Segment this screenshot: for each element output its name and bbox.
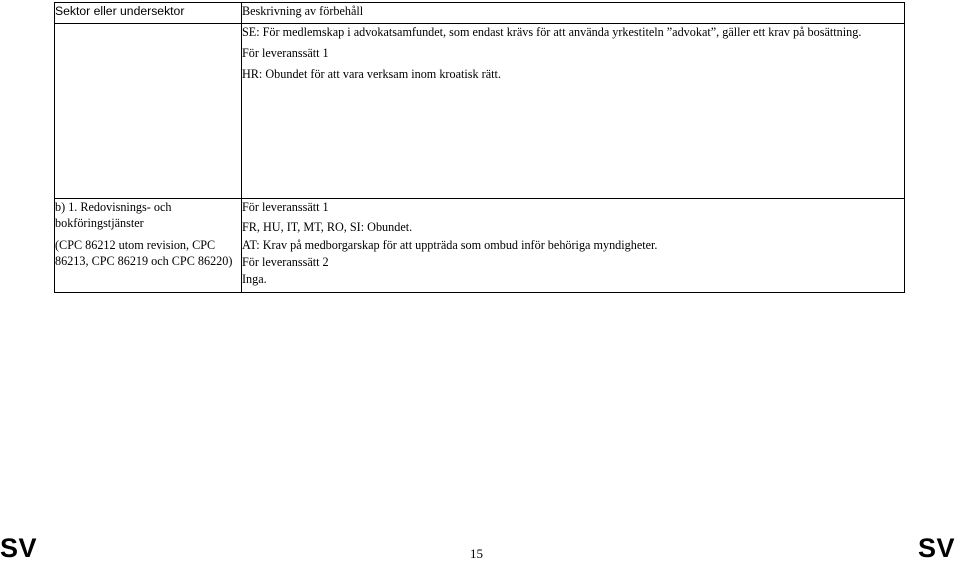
header-sector: Sektor eller undersektor: [55, 3, 242, 24]
table-row: [55, 199, 905, 293]
description-line: För leveranssätt 1: [242, 46, 329, 60]
table-row: [55, 24, 905, 199]
description-line: HR: Obundet för att vara verksam inom kroatisk rätt.: [242, 67, 501, 81]
description-line: AT: Krav på medborgarskap för att uppträda som ombud inför behöriga myndigheter.: [242, 238, 658, 252]
description-line: Inga.: [242, 272, 267, 286]
table-header-row: [55, 3, 905, 24]
sector-line: b) 1. Redovisnings- och bokföringstjänster: [55, 200, 172, 230]
header-description: Beskrivning av förbehåll: [242, 3, 905, 24]
reservations-table: [54, 2, 905, 293]
description-line: SE: För medlemskap i advokatsamfundet, som endast krävs för att använda yrkestiteln ”advokat”, gäller ett krav på bosättning.: [242, 25, 862, 39]
description-line: FR, HU, IT, MT, RO, SI: Obundet.: [242, 220, 413, 234]
description-line: För leveranssätt 2: [242, 255, 329, 269]
sector-cell: [55, 199, 242, 293]
language-label-left: SV: [0, 533, 38, 563]
page-number: 15: [470, 546, 483, 561]
description-line: För leveranssätt 1: [242, 200, 329, 214]
language-label-right: SV: [918, 533, 956, 563]
sector-cell: [55, 24, 242, 199]
description-cell: [242, 24, 905, 199]
sector-line: (CPC 86212 utom revision, CPC 86213, CPC 86219 och CPC 86220): [55, 238, 233, 268]
description-cell: [242, 199, 905, 293]
